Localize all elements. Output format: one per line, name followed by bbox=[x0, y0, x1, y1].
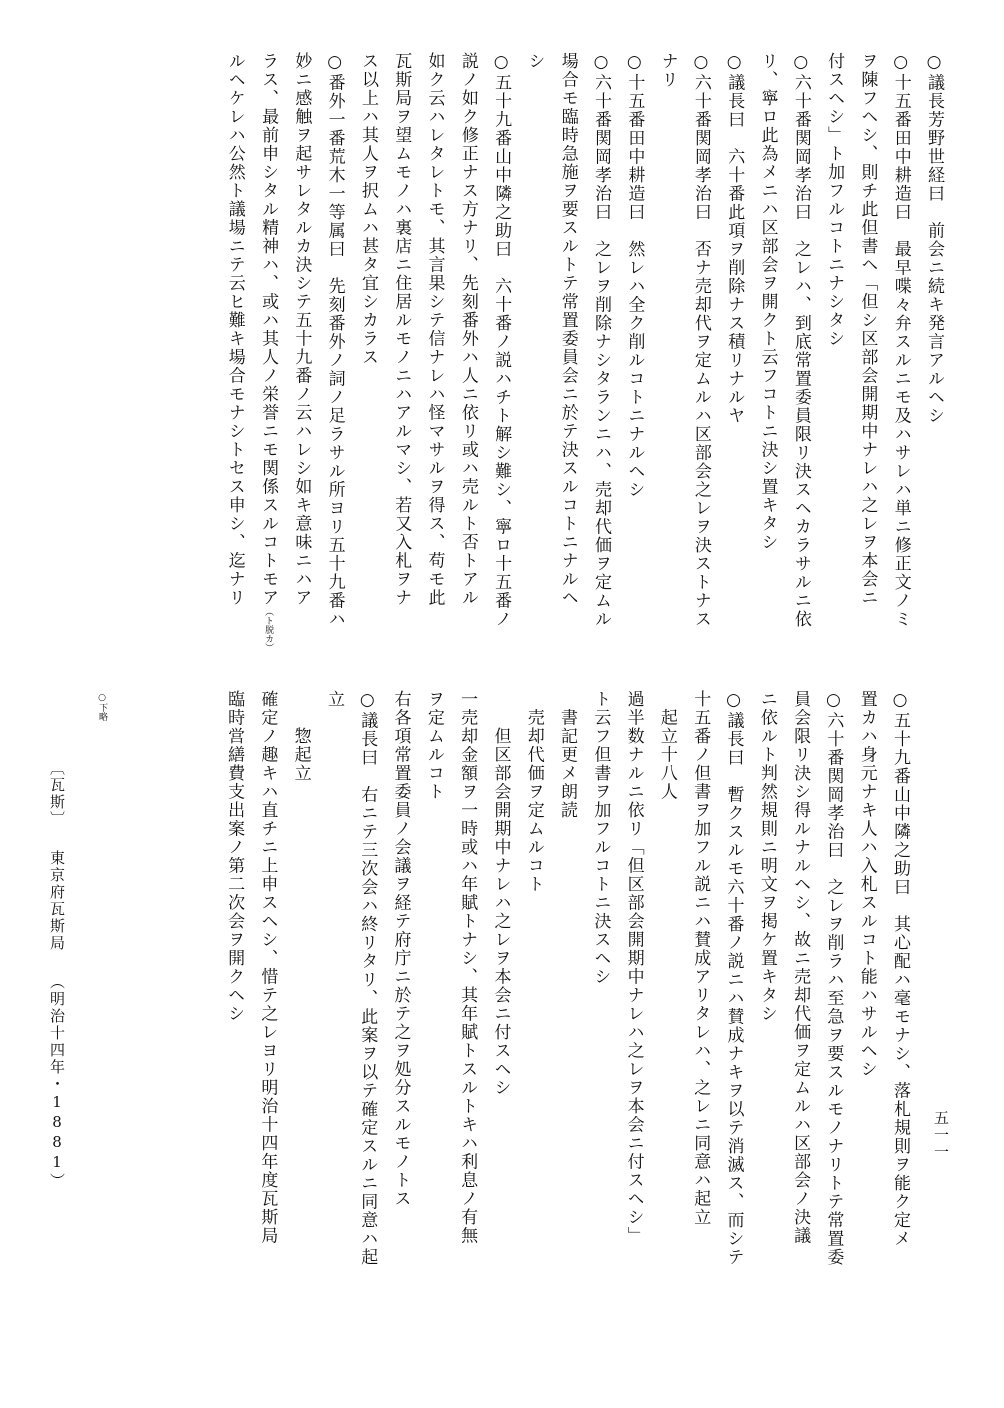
text-line: ○五十九番山中隣之助曰 其心配ハ毫モナシ、落札規則ヲ能ク定メ bbox=[890, 690, 910, 1248]
text-line bbox=[251, 52, 284, 652]
text-line: ○五十九番山中隣之助曰 六十番ノ説ハチト解シ難シ、寧ロ十五番ノ bbox=[491, 52, 512, 629]
text-line: ○議長曰 六十番此項ヲ削除ナス積リナルヤ bbox=[724, 52, 745, 425]
text-line: 臨時営繕費支出案ノ第二次会ヲ開クヘシ bbox=[224, 690, 245, 1023]
page-number: 五一一 bbox=[932, 1110, 950, 1161]
text-line: 説ノ如ク修正ナス方ナリ、先刻番外ハ人ニ依リ或ハ売ルト否トアル bbox=[457, 52, 478, 607]
text-line: ○議長芳野世経曰 前会ニ続キ発言アルヘシ bbox=[924, 52, 944, 425]
text-line: 過半数ナルニ依リ「但区部会開期中ナレハ之レヲ本会ニ付スヘシ」 bbox=[623, 690, 644, 1245]
text-line: 右各項常置委員ノ会議ヲ経テ府庁ニ於テ之ヲ処分スルモノトス bbox=[390, 690, 411, 1208]
text-line: 置カハ身元ナキ人ハ入札スルコト能ハサルヘシ bbox=[856, 690, 877, 1079]
editorial-note: （ト脱カ） bbox=[263, 607, 274, 652]
text-line: リ、寧ロ此為メニハ区部会ヲ開クト云フコトニ決シ置キタシ bbox=[757, 52, 778, 552]
text-line: 付スヘシ」ト加フルコトニナシタシ bbox=[824, 52, 845, 348]
lower-text-block bbox=[217, 690, 916, 1310]
text-line: ○十五番田中耕造曰 然レハ全ク削ルコトニナルヘシ bbox=[624, 52, 645, 499]
running-header bbox=[47, 760, 68, 1190]
text-line: 売却代価ヲ定ムルコト bbox=[523, 690, 544, 894]
omission-note: ○下略 bbox=[97, 693, 107, 721]
text-line: ス以上ハ其人ヲ択ムハ甚タ宜シカラス bbox=[357, 52, 378, 367]
text-line: 但区部会開期中ナレハ之レヲ本会ニ付スヘシ bbox=[490, 690, 511, 1097]
header-office: 東京府瓦斯局 bbox=[48, 850, 66, 952]
text-line: 立 bbox=[323, 690, 344, 709]
upper-text-block bbox=[217, 52, 950, 652]
text-line: ○六十番関岡孝治曰 否ナ売却代ヲ定ムルハ区部会之レヲ決ストナス bbox=[690, 52, 711, 629]
text-line: 確定ノ趣キハ直チニ上申スヘシ、惜テ之レヨリ明治十四年度瓦斯局 bbox=[257, 690, 278, 1245]
text-line: 一売却金額ヲ一時或ハ年賦トナシ、其年賦トスルトキハ利息ノ有無 bbox=[457, 690, 478, 1245]
text-line: ヲ定ムルコト bbox=[423, 690, 444, 801]
text-line: ○議長曰 暫クスルモ六十番ノ説ニハ賛成ナキヲ以テ消滅ス、而シテ bbox=[723, 690, 744, 1267]
text-line: 妙ニ感触ヲ起サレタルカ決シテ五十九番ノ云ハレシ如キ意味ニハア bbox=[291, 52, 312, 607]
text-line: 員会限リ決シ得ルナルヘシ、故ニ売却代価ヲ定ムルハ区部会ノ決議 bbox=[790, 690, 811, 1245]
text-line: ○十五番田中耕造曰 最早喋々弁スルニモ及ハサレハ単ニ修正文ノミ bbox=[890, 52, 911, 629]
text-line: ○六十番関岡孝治曰 之レハ、到底常置委員限リ決スヘカラサルニ依 bbox=[790, 52, 811, 629]
text-line: シ bbox=[524, 52, 545, 71]
text-line: 起立十八人 bbox=[656, 690, 677, 801]
text-line: ニ依ルト判然規則ニ明文ヲ掲ケ置キタシ bbox=[756, 690, 777, 1023]
text-line: ヲ陳フヘシ、則チ此但書ヘ「但シ区部会開期中ナレハ之レヲ本会ニ bbox=[857, 52, 878, 607]
text-line: ト云フ但書ヲ加フルコトニ決スヘシ bbox=[590, 690, 611, 986]
text-line: ナリ bbox=[657, 52, 678, 89]
text-line: ○六十番関岡孝治曰 之レヲ削除ナシタランニハ、売却代価ヲ定ムル bbox=[591, 52, 612, 629]
text-line: 書記更メ朗読 bbox=[557, 690, 578, 820]
text-line-body: ラス、最前申シタル精神ハ、或ハ其人ノ栄誉ニモ関係スルコトモア bbox=[258, 52, 279, 607]
text-line: 惣起立 bbox=[290, 690, 311, 783]
text-line: 如ク云ハレタレトモ、其言果シテ信ナレハ怪マサルヲ得ス、苟モ此 bbox=[424, 52, 445, 607]
text-line: ○番外一番荒木一等属曰 先刻番外ノ詞ノ足ラサル所ヨリ五十九番ハ bbox=[324, 52, 345, 629]
text-line: 場合モ臨時急施ヲ要スルトテ常置委員会ニ於テ決スルコトニナルヘ bbox=[557, 52, 578, 607]
header-year: （明治十四年・1881） bbox=[48, 974, 66, 1190]
header-tag: 〔瓦斯〕 bbox=[48, 760, 66, 828]
text-line: 瓦斯局ヲ望ムモノハ裏店ニ住居ルモノニハアルマシ、若又入札ヲナ bbox=[391, 52, 412, 607]
text-line: ○六十番関岡孝治曰 之レヲ削ラハ至急ヲ要スルモノナリトテ常置委 bbox=[823, 690, 844, 1267]
text-line: ○議長曰 右ニテ三次会ハ終リタリ、此案ヲ以テ確定スルニ同意ハ起 bbox=[357, 690, 378, 1267]
text-line: ルヘケレハ公然ト議場ニテ云ヒ難キ場合モナシトセス申シ、迄ナリ bbox=[224, 52, 245, 607]
text-line: 十五番ノ但書ヲ加フル説ニハ賛成アリタレハ、之レニ同意ハ起立 bbox=[690, 690, 711, 1227]
